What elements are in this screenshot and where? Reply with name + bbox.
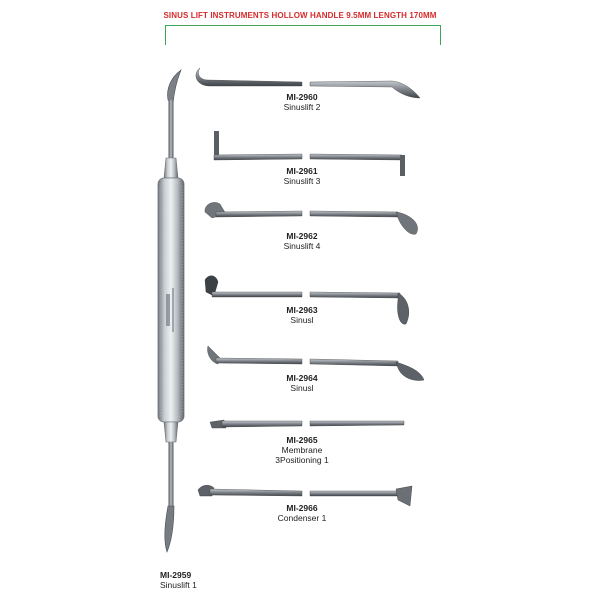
instrument-code: MI-2966 — [286, 503, 318, 513]
instrument-name: Condenser 1 — [277, 513, 327, 523]
instrument-code: MI-2961 — [286, 166, 318, 176]
instrument-name: Membrane — [281, 445, 323, 455]
instrument-mi-2962-image — [205, 202, 418, 234]
page-title: SINUS LIFT INSTRUMENTS HOLLOW HANDLE 9.5MM LENGTH 170MM — [163, 11, 437, 20]
instrument-name: Sinuslift 4 — [283, 241, 321, 251]
instrument-code: MI-2962 — [286, 231, 318, 241]
instrument-name: Sinuslift 2 — [283, 102, 321, 112]
instrument-label-mi-2960 — [242, 92, 362, 112]
instrument-label-mi-2965 — [242, 435, 362, 465]
instrument-name: Sinuslift 3 — [283, 176, 321, 186]
instrument-code: MI-2965 — [286, 435, 318, 445]
instrument-code: MI-2963 — [286, 305, 318, 315]
instrument-label-mi-2962 — [242, 231, 362, 251]
instrument-name-line-2: 3Positioning 1 — [275, 455, 329, 465]
main-instrument-name: Sinuslift 1 — [160, 580, 197, 590]
instrument-label-mi-2961 — [242, 166, 362, 186]
instrument-code: MI-2964 — [286, 373, 318, 383]
instrument-mi-2965-image — [210, 420, 404, 428]
instrument-code: MI-2960 — [286, 92, 318, 102]
instrument-name: Sinusl — [290, 315, 314, 325]
instrument-name: Sinusl — [290, 383, 314, 393]
instrument-label-mi-2966 — [242, 503, 362, 523]
instrument-label-mi-2963 — [242, 305, 362, 325]
main-instrument-label — [160, 570, 197, 590]
instrument-label-mi-2964 — [242, 373, 362, 393]
main-instrument-code: MI-2959 — [160, 570, 192, 580]
